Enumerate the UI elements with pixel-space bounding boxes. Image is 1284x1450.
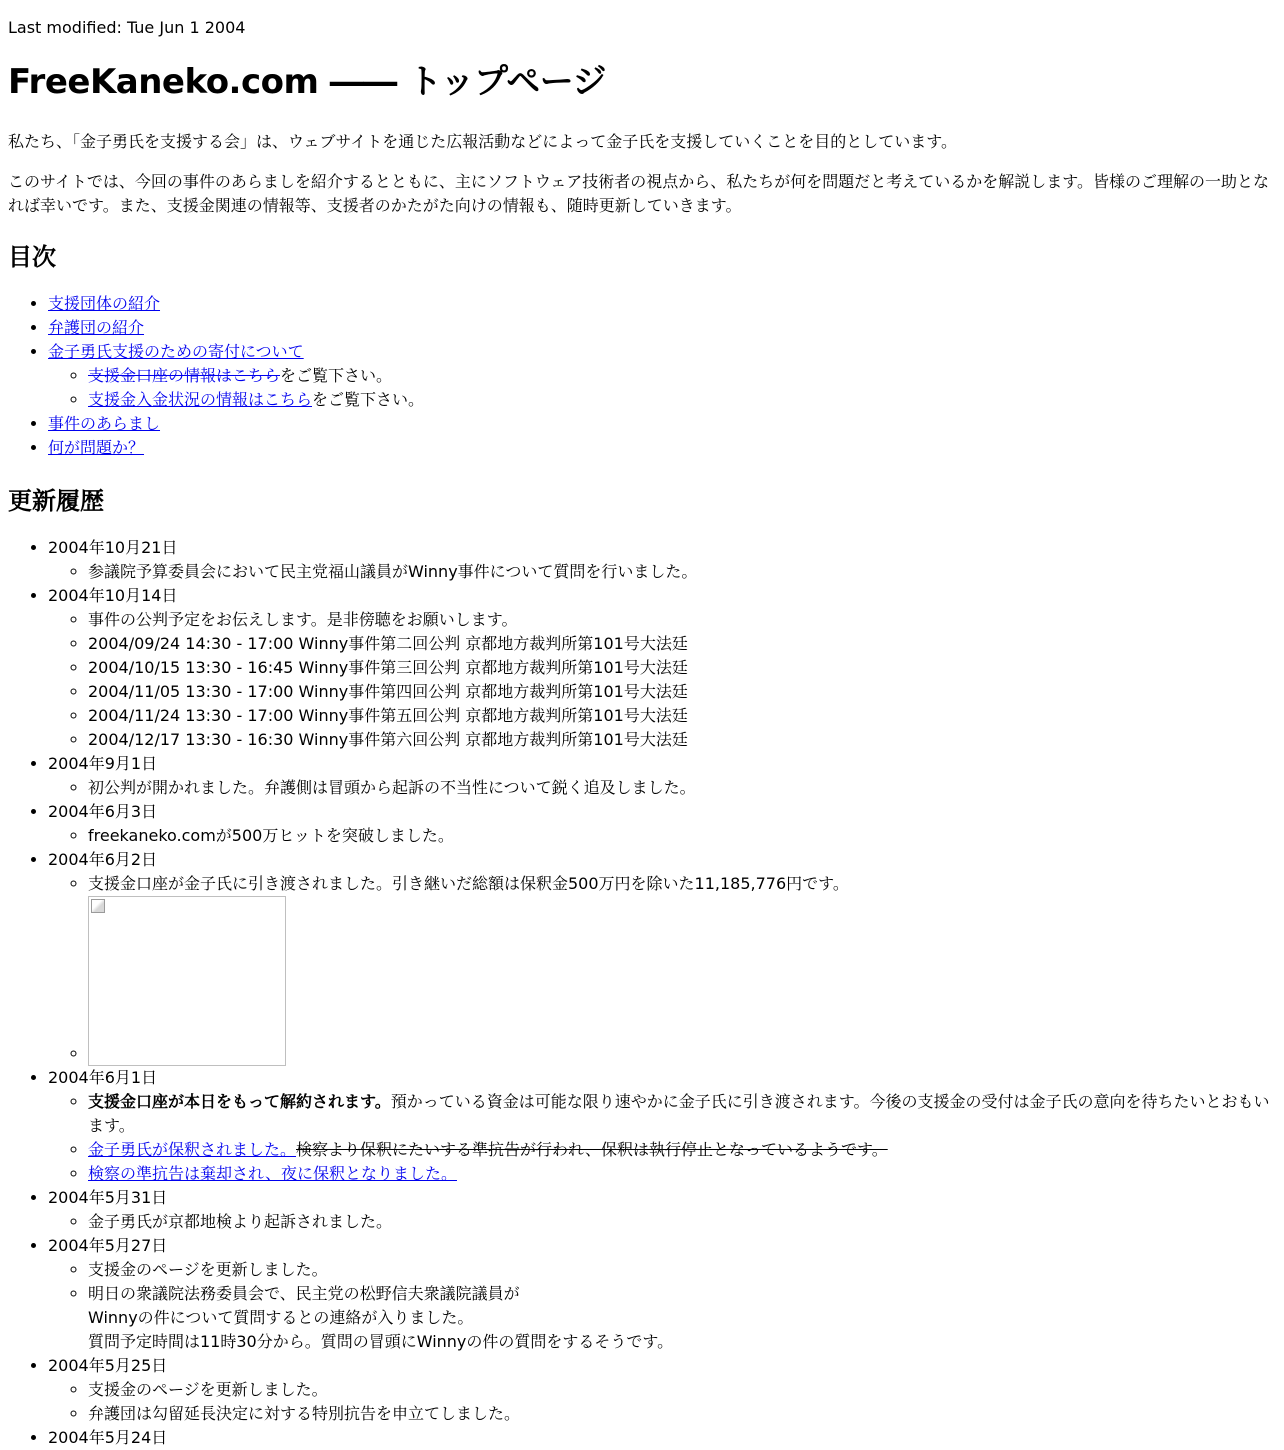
- toc-item: [48, 412, 1276, 436]
- history-entry: [48, 1426, 1276, 1450]
- trial-schedule-item: ◦ 2004/11/05 13:30 - 17:00 Winny事件第四回公判 京都地方裁判所第101号大法廷: [88, 680, 1276, 704]
- history-entry: [48, 1234, 1276, 1354]
- history-entry: [48, 1066, 1276, 1186]
- history-item: ◦ 参議院予算委員会において民主党福山議員がWinny事件について質問を行いました。: [88, 560, 1276, 584]
- history-date: 2004年6月2日: [48, 850, 158, 869]
- toc-link-case-outline[interactable]: 事件のあらまし: [48, 414, 161, 433]
- toc-link-lawyers[interactable]: 弁護団の紹介: [48, 318, 145, 337]
- history-items: [48, 1378, 1276, 1426]
- history-items: [48, 608, 1276, 752]
- account-closure-notice: 支援金口座が本日をもって解約されます。: [88, 1092, 391, 1111]
- toc-subitem-suffix: をご覧下さい。: [312, 390, 425, 409]
- history-item: ◦ 事件の公判予定をお伝えします。是非傍聴をお願いします。: [88, 608, 1276, 632]
- trial-schedule-item: ◦ 2004/11/24 13:30 - 17:00 Winny事件第五回公判 京都地方裁判所第101号大法廷: [88, 704, 1276, 728]
- page-title: FreeKaneko.com ―― トップページ: [8, 62, 607, 102]
- toc-item: [48, 316, 1276, 340]
- history-item: ◦ 支援金のページを更新しました。: [88, 1258, 1276, 1282]
- history-item-image: [88, 896, 1276, 1066]
- history-items: [48, 1210, 1276, 1234]
- toc-link-support-group[interactable]: 支援団体の紹介: [48, 294, 161, 313]
- history-item: [88, 1162, 1276, 1186]
- history-date: 2004年5月27日: [48, 1236, 168, 1255]
- history-date: 2004年6月3日: [48, 802, 158, 821]
- trial-schedule-item: ◦ 2004/09/24 14:30 - 17:00 Winny事件第二回公判 京都地方裁判所第101号大法廷: [88, 632, 1276, 656]
- history-date: 2004年10月21日: [48, 538, 178, 557]
- history-items: [48, 1258, 1276, 1354]
- history-item: ◦ freekaneko.comが500万ヒットを突破しました。: [88, 824, 1276, 848]
- history-item: [88, 1090, 1276, 1138]
- toc-subitem: [88, 364, 1276, 388]
- intro-paragraph-1: 私たち、「金子勇氏を支援する会」は、ウェブサイトを通じた広報活動などによって金子氏を支援していくことを目的としています。: [8, 132, 957, 151]
- history-date: 2004年6月1日: [48, 1068, 158, 1087]
- history-date: 2004年5月25日: [48, 1356, 168, 1375]
- history-line: Winnyの件について質問するとの連絡が入りました。: [88, 1308, 474, 1327]
- history-item: [88, 1282, 1276, 1354]
- account-closure-detail: 預かっている資金は可能な限り速やかに金子氏に引き渡されます。今後の支援金の受付は金子氏の意向を待ちたいとおもいます。: [88, 1092, 1270, 1135]
- history-items: [48, 872, 1276, 1066]
- history-date: 2004年9月1日: [48, 754, 158, 773]
- intro-paragraph-2: このサイトでは、今回の事件のあらましを紹介するとともに、主にソフトウェア技術者の視点から、私たちが何を問題だと考えているかを解説します。皆様のご理解の一助となれば幸いです。また、支援金関連の情報等、支援者のかたがた向けの情報も、随時更新していきます。: [8, 172, 1269, 215]
- history-heading: 更新履歴: [8, 487, 104, 515]
- toc-heading: 目次: [8, 243, 56, 271]
- history-item: [88, 1138, 1276, 1162]
- toc-item: [48, 436, 1276, 460]
- history-items: [48, 1090, 1276, 1186]
- toc-item: [48, 340, 1276, 412]
- appeal-rejected-link[interactable]: 検察の準抗告は棄却され、夜に保釈となりました。: [88, 1164, 457, 1183]
- history-items: [48, 560, 1276, 584]
- history-line: 質問予定時間は11時30分から。質問の冒頭にWinnyの件の質問をするそうです。: [88, 1332, 674, 1351]
- history-item: ◦ 支援金のページを更新しました。: [88, 1378, 1276, 1402]
- history-entry: [48, 800, 1276, 848]
- released-link[interactable]: 金子勇氏が保釈されました。: [88, 1140, 297, 1159]
- history-items: [48, 824, 1276, 848]
- broken-image-placeholder: [88, 896, 286, 1066]
- history-line: 明日の衆議院法務委員会で、民主党の松野信夫衆議院議員が: [88, 1284, 520, 1303]
- history-item: ◦ 金子勇氏が京都地検より起訴されました。: [88, 1210, 1276, 1234]
- history-item: ◦ 弁護団は勾留延長決定に対する特別抗告を申立てしました。: [88, 1402, 1276, 1426]
- toc-list: [8, 292, 1276, 460]
- history-date: 2004年10月14日: [48, 586, 178, 605]
- history-items: [48, 776, 1276, 800]
- trial-schedule-item: ◦ 2004/12/17 13:30 - 16:30 Winny事件第六回公判 京都地方裁判所第101号大法廷: [88, 728, 1276, 752]
- toc-sublist: [48, 364, 1276, 412]
- history-entry: [48, 584, 1276, 752]
- toc-link-donation[interactable]: 金子勇氏支援のための寄付について: [48, 342, 304, 361]
- toc-link-deposit-status[interactable]: 支援金入金状況の情報はこちら: [88, 390, 313, 409]
- broken-image-icon: [91, 899, 105, 913]
- history-entry: [48, 848, 1276, 1066]
- history-entry: [48, 536, 1276, 584]
- history-entry: [48, 1186, 1276, 1234]
- history-list: [8, 536, 1276, 1450]
- history-date: 2004年5月24日: [48, 1428, 168, 1447]
- last-modified: Last modified: Tue Jun 1 2004: [8, 18, 246, 37]
- toc-subitem: [88, 388, 1276, 412]
- toc-link-account-info[interactable]: 支援金口座の情報はこちら: [88, 366, 281, 385]
- history-entry: [48, 752, 1276, 800]
- toc-subitem-suffix: をご覧下さい。: [280, 366, 393, 385]
- toc-link-what-is-problem[interactable]: 何が問題か？: [48, 438, 145, 457]
- history-entry: [48, 1354, 1276, 1426]
- history-date: 2004年5月31日: [48, 1188, 168, 1207]
- history-item: ◦ 支援金口座が金子氏に引き渡されました。引き継いだ総額は保釈金500万円を除いた11,185,776円です。: [88, 872, 1276, 896]
- trial-schedule-item: ◦ 2004/10/15 13:30 - 16:45 Winny事件第三回公判 京都地方裁判所第101号大法廷: [88, 656, 1276, 680]
- toc-item: [48, 292, 1276, 316]
- history-item: ◦ 初公判が開かれました。弁護側は冒頭から起訴の不当性について鋭く追及しました。: [88, 776, 1276, 800]
- struck-appeal-text: 検察より保釈にたいする準抗告が行われ、保釈は執行停止となっているようです。: [296, 1140, 888, 1159]
